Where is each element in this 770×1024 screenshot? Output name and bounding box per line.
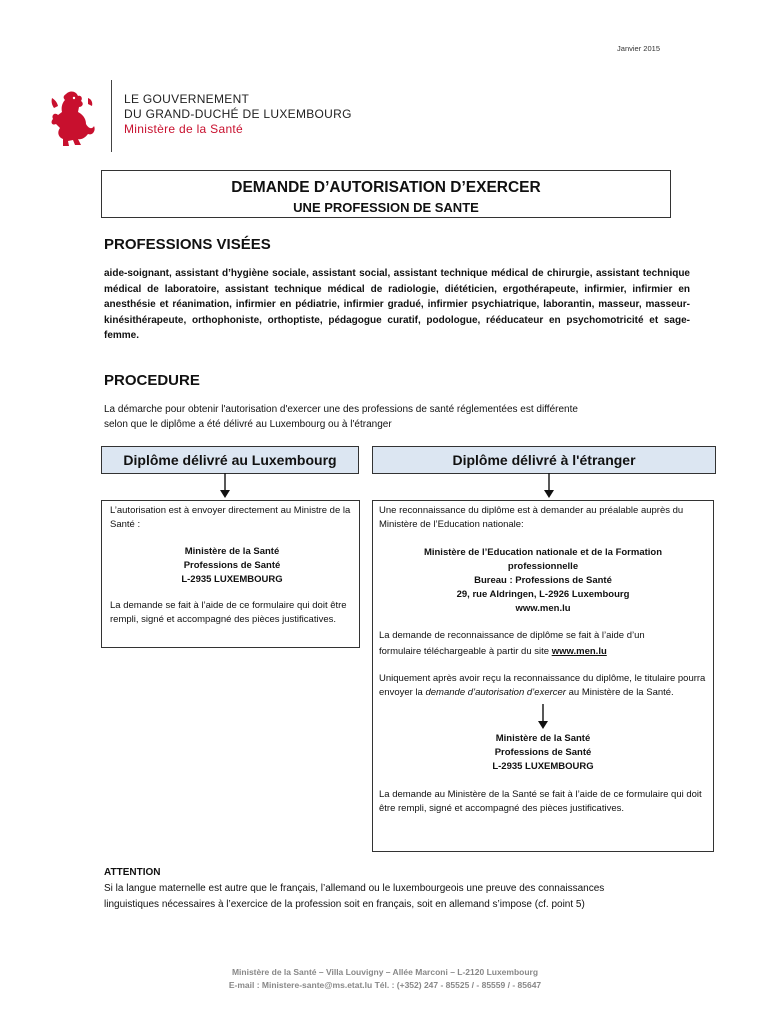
address-line: Ministère de la Santé: [184, 546, 280, 557]
foreign-procedure-box: [372, 500, 714, 852]
attention-line-2: linguistiques nécessaires à l’exercice de la profession soit en français, soit en allemand s’impose (cf. point 5): [104, 899, 585, 910]
foreign-form-note: La demande au Ministère de la Santé se fait à l’aide de ce formulaire qui doit être rempli, signé et accompagné des pièces justificatives.: [379, 789, 702, 814]
arrow-down-icon: [219, 473, 231, 499]
address-line: L-2935 LUXEMBOURG: [492, 761, 594, 772]
address-line: Bureau : Professions de Santé: [474, 575, 612, 586]
luxembourg-column-heading: Diplôme délivré au Luxembourg: [101, 446, 359, 474]
address-line: L-2935 LUXEMBOURG: [181, 574, 283, 585]
professions-list: aide-soignant, assistant d’hygiène sociale, assistant social, assistant technique médical de chirurgie, assistant technique médical de laboratoire, assistant technique médical de radiologie, diététicien, ergothérapeute, infirmier, infirmier en anesthésie et réanimation, infirmier en pédiatrie, infirmier gradué, infirmier psychiatrique, laborantin, masseur, masseur-kinésithérapeute, orthophoniste, orthoptiste, pédagogue curatif, podologue, rééducateur en psychomotricité et sage-femme.: [104, 268, 690, 341]
attention-line-1: Si la langue maternelle est autre que le français, l’allemand ou le luxembourgeois une preuve des connaissances: [104, 883, 605, 894]
luxembourg-form-note: La demande se fait à l’aide de ce formulaire qui doit être rempli, signé et accompagné des pièces justificatives.: [110, 600, 347, 625]
document-title: DEMANDE D’AUTORISATION D’EXERCER: [231, 179, 541, 196]
men-website-link[interactable]: www.men.lu: [551, 646, 607, 657]
recognition-note: [379, 628, 707, 660]
page-footer: [0, 966, 770, 992]
address-line: www.men.lu: [515, 603, 571, 614]
address-line: Professions de Santé: [494, 747, 592, 758]
foreign-instruction: Une reconnaissance du diplôme est à demander au préalable auprès du Ministère de l’Education nationale:: [379, 505, 684, 530]
document-date: Janvier 2015: [617, 44, 660, 53]
arrow-down-icon: [543, 473, 555, 499]
authorization-note-text: Uniquement après avoir reçu la reconnaissance du diplôme, le titulaire pourra envoyer la: [379, 673, 706, 698]
footer-contact: E-mail : Ministere-sante@ms.etat.lu Tél. : (+352) 247 - 85525 / - 85559 / - 85647: [228, 980, 542, 990]
document-subtitle: UNE PROFESSION DE SANTE: [293, 200, 479, 215]
title-box: [101, 170, 671, 218]
address-line: Ministère de l’Education nationale et de la Formation: [423, 547, 663, 558]
luxembourg-procedure-box: [101, 500, 360, 648]
government-heading: [124, 92, 352, 137]
arrow-down-icon: [537, 704, 549, 730]
luxembourg-lion-icon: [48, 88, 98, 148]
recognition-note-text: formulaire téléchargeable à partir du site: [379, 646, 550, 657]
address-line: professionnelle: [507, 561, 579, 572]
address-line: Ministère de la Santé: [495, 733, 591, 744]
gov-line-2: DU GRAND-DUCHÉ DE LUXEMBOURG: [124, 107, 352, 121]
procedure-intro-line-1: La démarche pour obtenir l'autorisation d'exercer une des professions de santé réglementées est différente: [104, 404, 578, 415]
header-divider: [111, 80, 112, 152]
authorization-note: [379, 672, 707, 700]
luxembourg-instruction: L’autorisation est à envoyer directement au Ministre de la Santé :: [110, 505, 351, 530]
address-line: 29, rue Aldringen, L-2926 Luxembourg: [456, 589, 630, 600]
authorization-note-text-end: au Ministère de la Santé.: [565, 687, 674, 698]
recognition-note-line-2: [379, 644, 707, 660]
authorization-form-name: demande d’autorisation d’exercer: [425, 687, 566, 698]
health-ministry-address: [379, 732, 707, 774]
footer-address: Ministère de la Santé – Villa Louvigny – Allée Marconi – L-2120 Luxembourg: [231, 967, 539, 977]
professions-heading: PROFESSIONS VISÉES: [104, 236, 271, 253]
luxembourg-address: [110, 545, 354, 587]
procedure-intro-line-2: selon que le diplôme a été délivré au Luxembourg ou à l'étranger: [104, 419, 392, 430]
recognition-note-line-1: La demande de reconnaissance de diplôme se fait à l’aide d’un: [379, 630, 645, 641]
attention-section: [104, 865, 704, 913]
gov-line-1: LE GOUVERNEMENT: [124, 92, 250, 106]
education-ministry-address: [379, 546, 707, 616]
foreign-column-heading: Diplôme délivré à l'étranger: [372, 446, 716, 474]
procedure-intro: [104, 402, 704, 432]
address-line: Professions de Santé: [183, 560, 281, 571]
ministry-name: Ministère de la Santé: [124, 122, 244, 136]
procedure-heading: PROCEDURE: [104, 372, 200, 389]
attention-heading: ATTENTION: [104, 867, 161, 878]
